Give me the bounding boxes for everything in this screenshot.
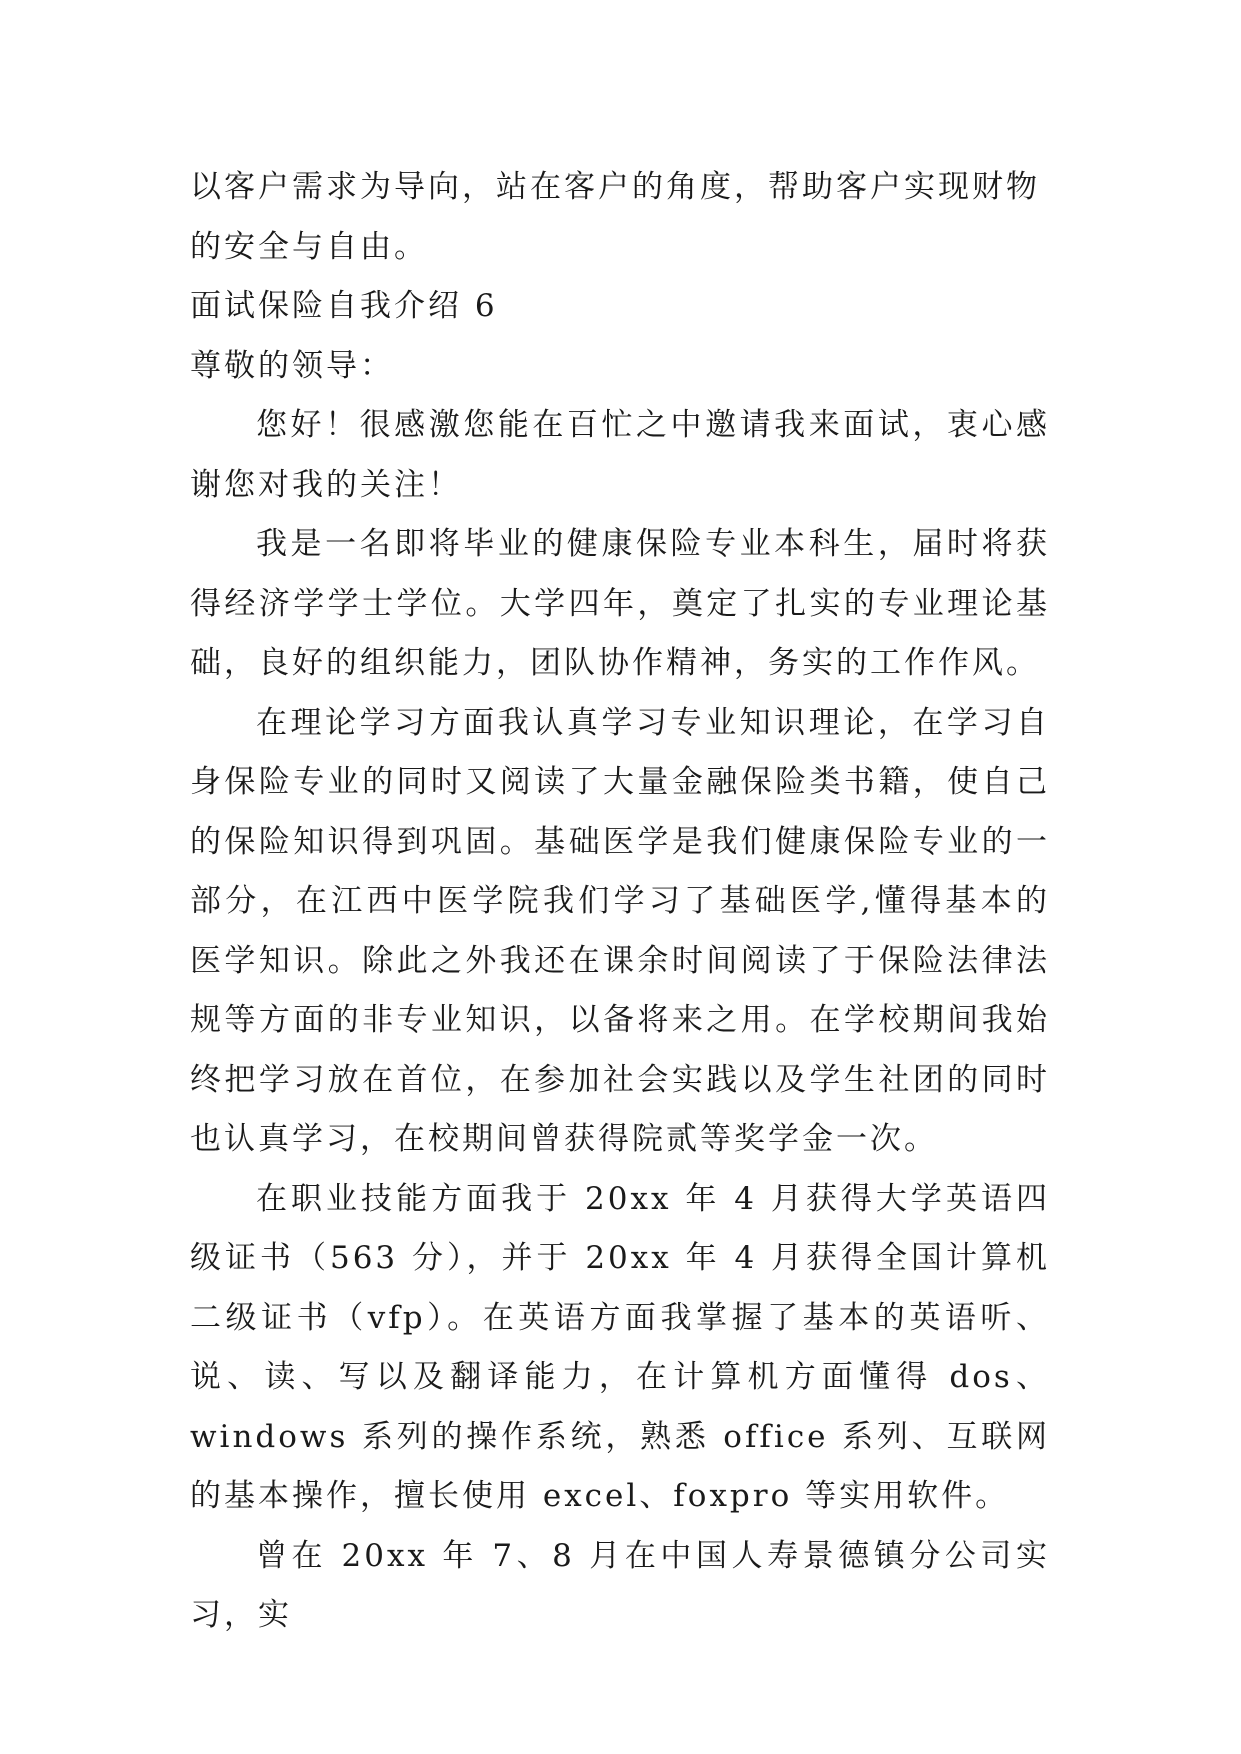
paragraph-greeting: 您好！很感激您能在百忙之中邀请我来面试，衷心感谢您对我的关注！ [190, 407, 1050, 503]
continuation-text: 以客户需求为导向，站在客户的角度，帮助客户实现财物的安全与自由。 [190, 169, 1040, 265]
paragraph-skills: 在职业技能方面我于 20xx 年 4 月获得大学英语四级证书（563 分），并于 20xx 年 4 月获得全国计算机二级证书（vfp）。在英语方面我掌握了基本的英语听、说、读、写以及翻译能力，在计算机方面懂得 dos、windows 系列的操作系统，熟悉 office 系列、互联网的基本操作，擅长使用 excel、foxpro 等实用软件。 [190, 1180, 1050, 1514]
paragraph-internship: 曾在 20xx 年 7、8 月在中国人寿景德镇分公司实习，实 [190, 1537, 1050, 1633]
section-heading: 面试保险自我介绍 6 [190, 288, 498, 324]
document-body [190, 158, 1050, 1646]
paragraph-background: 我是一名即将毕业的健康保险专业本科生，届时将获得经济学学士学位。大学四年，奠定了扎实的专业理论基础，良好的组织能力，团队协作精神，务实的工作作风。 [190, 526, 1050, 681]
salutation: 尊敬的领导： [190, 347, 394, 384]
paragraph-theory-study: 在理论学习方面我认真学习专业知识理论，在学习自身保险专业的同时又阅读了大量金融保险类书籍，使自己的保险知识得到巩固。基础医学是我们健康保险专业的一部分，在江西中医学院我们学习了基础医学,懂得基本的医学知识。除此之外我还在课余时间阅读了于保险法律法规等方面的非专业知识，以备将来之用。在学校期间我始终把学习放在首位，在参加社会实践以及学生社团的同时也认真学习，在校期间曾获得院贰等奖学金一次。 [190, 704, 1050, 1157]
